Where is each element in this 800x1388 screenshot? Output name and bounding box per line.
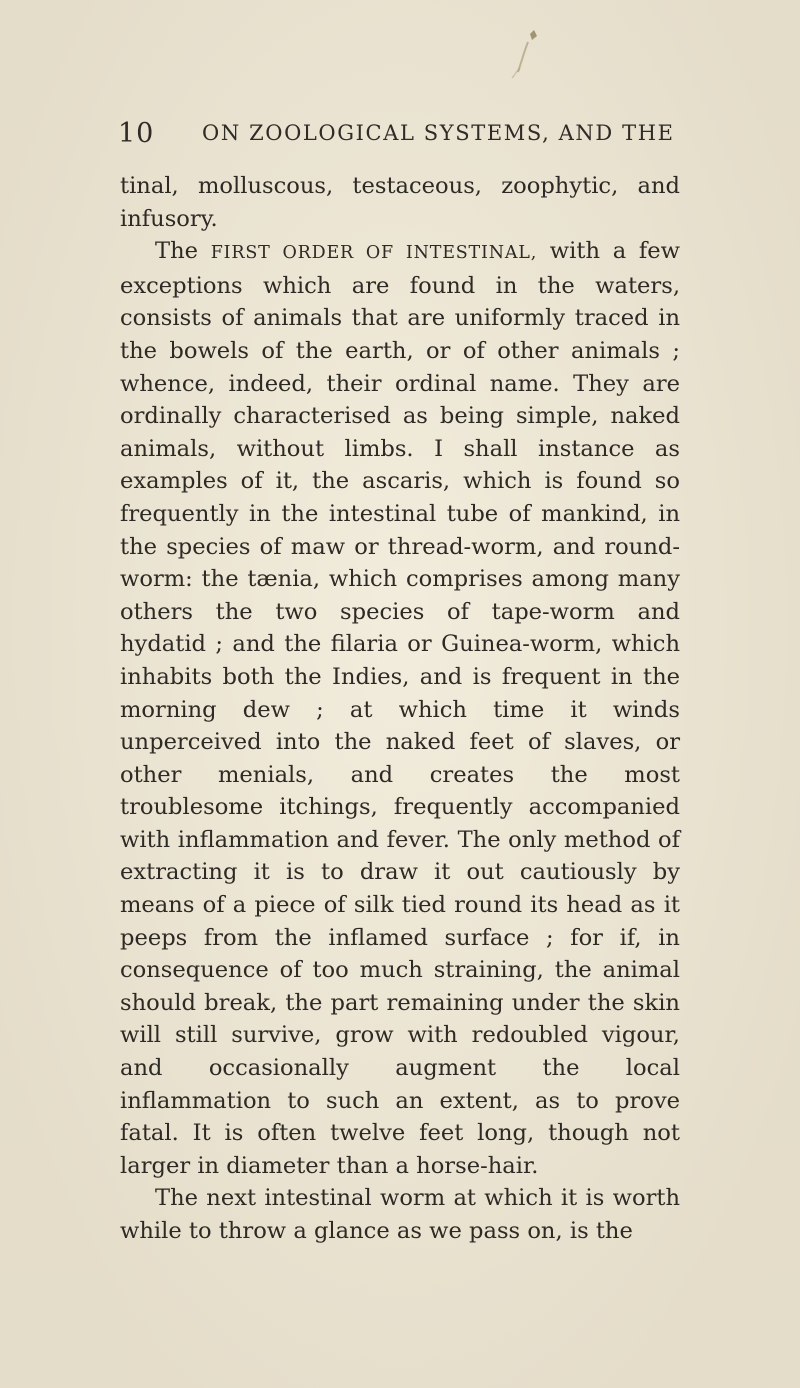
paragraph-continuation: tinal, molluscous, testaceous, zoophytic, and infusory. xyxy=(120,173,680,232)
first-order-heading: FIRST ORDER OF INTESTINAL, xyxy=(210,243,538,264)
ink-mark-icon xyxy=(508,28,556,80)
page-number: 10 xyxy=(118,118,155,149)
paragraph-first-order xyxy=(120,235,680,1182)
paragraph-body: with a few exceptions which are found in the waters, consists of animals that are uniformly traced in the bowels of the earth, or of other animals ; whence, indeed, their ordinal name. They are ordinally characterised as being simple, naked animals, without limbs. I shall instance as examples of it, the ascaris, which is found so frequently in the intestinal tube of mankind, in the species of maw or thread-worm, and round-worm: the tænia, which comprises among many others the two species of tape-worm and hydatid ; and the filaria or Guinea-worm, which inhabits both the Indies, and is frequent in the morning dew ; at which time it winds unperceived into the naked feet of slaves, or other menials, and creates the most troublesome itchings, frequently accompanied with inflammation and fever. The only method of extracting it is to draw it out cautiously by means of a piece of silk tied round its head as it peeps from the inflamed surface ; for if, in consequence of too much straining, the animal should break, the part remaining under the skin will still survive, grow with redoubled vigour, and occasionally augment the local inflammation to such an extent, as to prove fatal. It is often twelve feet long, though not larger in diameter than a horse-hair. xyxy=(120,238,680,1179)
running-title: ON ZOOLOGICAL SYSTEMS, AND THE xyxy=(202,121,675,145)
paragraph-lead: The xyxy=(155,238,211,265)
page-header xyxy=(118,118,718,158)
body-text xyxy=(120,170,680,1248)
paragraph-next-worm: The next intestinal worm at which it is worth while to throw a glance as we pass on, is the xyxy=(120,1185,680,1244)
